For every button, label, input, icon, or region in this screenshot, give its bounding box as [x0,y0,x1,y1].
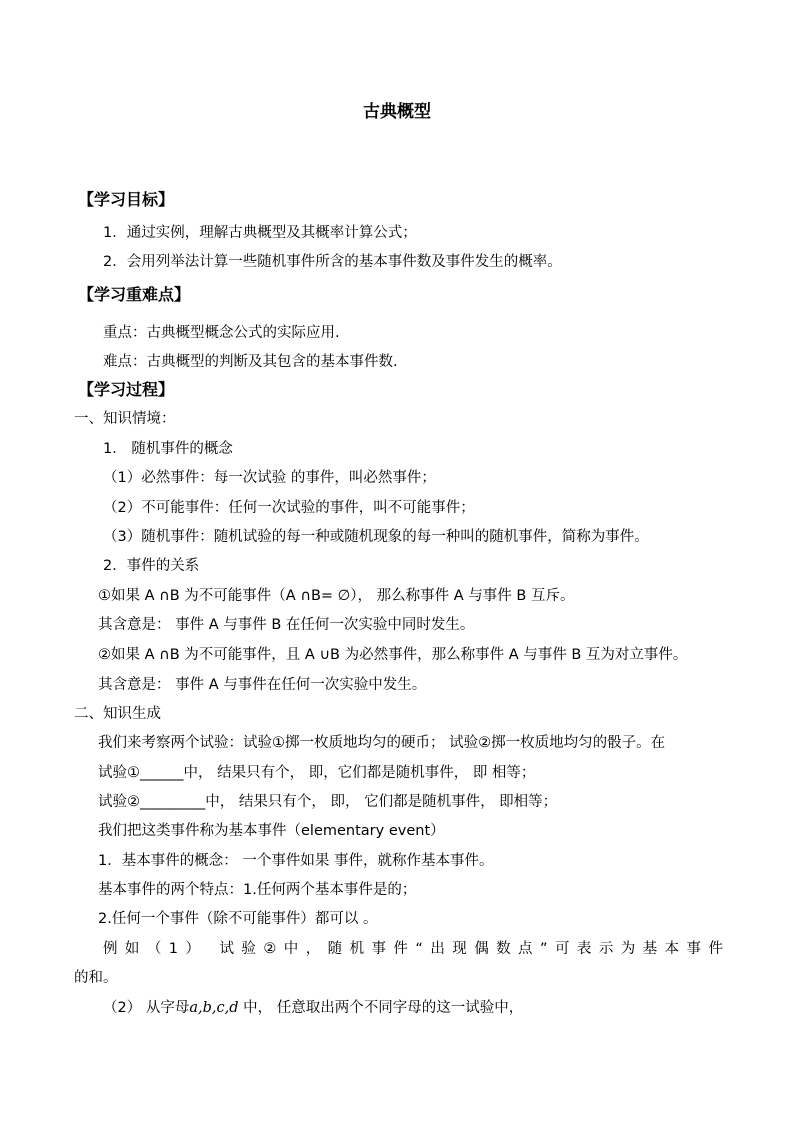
paragraph-example: 例如（1） 试验②中，随机事件“出现偶数点”可表示为基本事件 [103,941,723,957]
concept-item: （3）随机事件：随机试验的每一种或随机现象的每一种叫的随机事件，简称为事件。 [103,529,649,545]
paragraph-example-2 [103,998,523,1018]
paragraph: 基本事件的两个特点：1.任何两个基本事件是的； [98,882,417,898]
paragraph: 试验②_________中， 结果只有个， 即， 它们都是随机事件， 即相等； [98,794,558,810]
paragraph: 试验①______中， 结果只有个， 即，它们都是随机事件， 即 相等； [98,765,536,781]
part2-heading: 二、知识生成 [74,706,161,722]
section-heading-goals: 【学习目标】 [78,190,175,209]
page-title: 古典概型 [363,102,431,122]
paragraph: 1．基本事件的概念： 一个事件如果 事件，就称作基本事件。 [98,853,494,869]
key-point-item: 难点：古典概型的判断及其包含的基本事件数. [103,354,398,370]
relation-complementary: ②如果 A ∩B 为不可能事件，且 A ∪B 为必然事件，那么称事件 A 与事件 B 互为对立事件。 [98,647,688,663]
relation-meaning: 其含意是： 事件 A 与事件 B 在任何一次实验中同时发生。 [98,617,475,633]
example-text: （2） 从字母 [103,1000,190,1016]
relation-mutually-exclusive: ①如果 A ∩B 为不可能事件（A ∩B= ∅）， 那么称事件 A 与事件 B 互斥。 [98,588,575,604]
paragraph: 我们把这类事件称为基本事件（elementary event） [98,823,445,839]
key-point-item: 重点：古典概型概念公式的实际应用. [103,325,340,341]
section-heading-key-points: 【学习重难点】 [78,285,191,304]
paragraph: 2.任何一个事件（除不可能事件）都可以 。 [98,911,378,927]
paragraph-example-cont: 的和。 [74,970,118,986]
subheading-event-relations: 2．事件的关系 [103,558,200,574]
goal-item: 2．会用列举法计算一些随机事件所含的基本事件数及事件发生的概率。 [103,254,562,270]
concept-item: （1）必然事件：每一次试验 的事件，叫必然事件； [103,470,436,486]
concept-item: （2）不可能事件：任何一次试验的事件，叫不可能事件； [103,500,475,516]
section-heading-process: 【学习过程】 [78,380,175,399]
relation-meaning: 其含意是： 事件 A 与事件在任何一次实验中发生。 [98,677,427,693]
math-letters: a,b,c,d [189,1000,239,1016]
part1-heading: 一、知识情境： [74,411,176,427]
subheading-random-event: 1． 随机事件的概念 [103,441,233,457]
example-text: 中， 任意取出两个不同字母的这一试验中， [238,1000,524,1016]
goal-item: 1．通过实例，理解古典概型及其概率计算公式； [103,225,417,241]
paragraph: 我们来考察两个试验：试验①掷一枚质地均匀的硬币； 试验②掷一枚质地均匀的骰子。在 [98,735,666,751]
